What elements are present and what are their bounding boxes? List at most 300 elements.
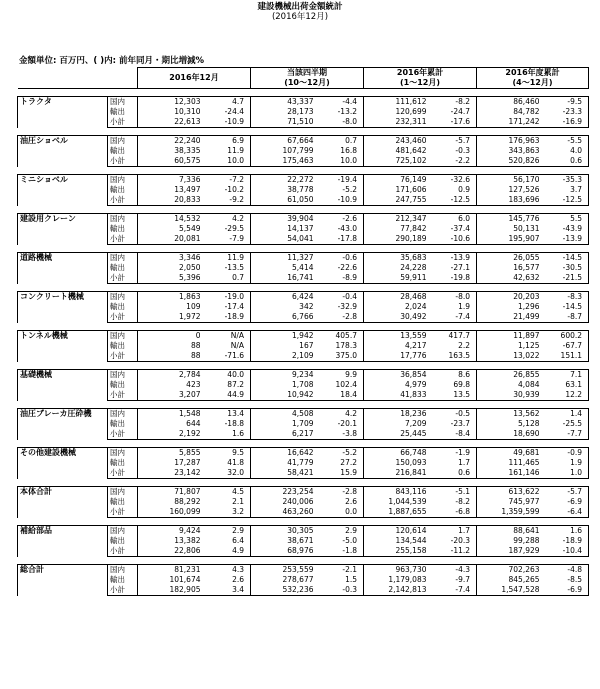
amount-cell: 5,128 [477, 419, 543, 429]
change-pct-cell: 12.2 [543, 390, 589, 401]
amount-cell: 77,842 [364, 224, 430, 234]
amount-cell: 223,254 [251, 487, 317, 498]
amount-cell: 7,209 [364, 419, 430, 429]
amount-cell: 255,158 [364, 546, 430, 557]
table-row [18, 370, 589, 381]
amount-cell: 6,766 [251, 312, 317, 323]
unit-note: 金額単位: 百万円、( )内: 前年同月・期比増減% [19, 56, 204, 66]
amount-cell: 81,231 [138, 565, 204, 576]
row-type-label: 輸出 [108, 302, 138, 312]
amount-cell: 24,228 [364, 263, 430, 273]
change-pct-cell: 15.9 [317, 468, 364, 479]
change-pct-cell: 405.7 [317, 331, 364, 342]
change-pct-cell: 0.7 [204, 273, 251, 284]
row-type-label: 輸出 [108, 224, 138, 234]
amount-cell: 423 [138, 380, 204, 390]
change-pct-cell: -20.1 [317, 419, 364, 429]
amount-cell: 13,559 [364, 331, 430, 342]
amount-cell: 101,674 [138, 575, 204, 585]
amount-cell: 240,006 [251, 497, 317, 507]
amount-cell: 109 [138, 302, 204, 312]
row-type-label: 国内 [108, 409, 138, 420]
row-type-label: 小計 [108, 351, 138, 362]
change-pct-cell: -5.2 [317, 448, 364, 459]
amount-cell: 66,748 [364, 448, 430, 459]
row-type-label: 輸出 [108, 458, 138, 468]
amount-cell: 99,288 [477, 536, 543, 546]
category-label: 道路機械 [18, 253, 108, 284]
change-pct-cell: -8.2 [430, 97, 477, 108]
amount-cell: 21,499 [477, 312, 543, 323]
amount-cell: 59,911 [364, 273, 430, 284]
change-pct-cell: 1.4 [543, 409, 589, 420]
change-pct-cell: -9.2 [204, 195, 251, 206]
change-pct-cell: 8.6 [430, 370, 477, 381]
amount-cell: 107,799 [251, 146, 317, 156]
amount-cell: 1,972 [138, 312, 204, 323]
change-pct-cell: -67.7 [543, 341, 589, 351]
change-pct-cell: 13.4 [204, 409, 251, 420]
change-pct-cell: -7.2 [204, 175, 251, 186]
change-pct-cell: 10.0 [317, 156, 364, 167]
row-type-label: 輸出 [108, 575, 138, 585]
amount-cell: 26,855 [477, 370, 543, 381]
amount-cell: 702,263 [477, 565, 543, 576]
change-pct-cell: 2.2 [430, 341, 477, 351]
table-row [18, 292, 589, 303]
amount-cell: 9,424 [138, 526, 204, 537]
change-pct-cell: 11.9 [204, 146, 251, 156]
amount-cell: 76,149 [364, 175, 430, 186]
amount-cell: 5,855 [138, 448, 204, 459]
amount-cell: 11,897 [477, 331, 543, 342]
amount-cell: 520,826 [477, 156, 543, 167]
change-pct-cell: -18.8 [204, 419, 251, 429]
change-pct-cell: 1.9 [543, 458, 589, 468]
change-pct-cell: -6.9 [543, 585, 589, 596]
change-pct-cell: -17.8 [317, 234, 364, 245]
category-label: ミニショベル [18, 175, 108, 206]
amount-cell: 176,963 [477, 136, 543, 147]
change-pct-cell: -24.7 [430, 107, 477, 117]
change-pct-cell: -2.2 [430, 156, 477, 167]
change-pct-cell: 163.5 [430, 351, 477, 362]
change-pct-cell: 13.5 [430, 390, 477, 401]
report-subtitle: (2016年12月) [271, 12, 329, 22]
change-pct-cell: -23.3 [543, 107, 589, 117]
amount-cell: 2,024 [364, 302, 430, 312]
row-type-label: 国内 [108, 526, 138, 537]
amount-cell: 161,146 [477, 468, 543, 479]
row-type-label: 輸出 [108, 497, 138, 507]
amount-cell: 17,776 [364, 351, 430, 362]
shipment-table [17, 67, 589, 596]
category-label: 総合計 [18, 565, 108, 596]
table-row [18, 253, 589, 264]
row-type-label: 小計 [108, 117, 138, 128]
amount-cell: 20,203 [477, 292, 543, 303]
change-pct-cell: 1.9 [430, 302, 477, 312]
change-pct-cell: -21.5 [543, 273, 589, 284]
header-fiscal: 2016年度累計 [477, 68, 589, 79]
amount-cell: 1,708 [251, 380, 317, 390]
change-pct-cell: -7.7 [543, 429, 589, 440]
row-type-label: 輸出 [108, 536, 138, 546]
amount-cell: 3,346 [138, 253, 204, 264]
amount-cell: 481,642 [364, 146, 430, 156]
change-pct-cell: 1.7 [430, 526, 477, 537]
amount-cell: 30,492 [364, 312, 430, 323]
amount-cell: 67,664 [251, 136, 317, 147]
table-row [18, 487, 589, 498]
header-quarter: 当該四半期 [251, 68, 364, 79]
amount-cell: 2,050 [138, 263, 204, 273]
category-label: 油圧ブレーカ圧砕機 [18, 409, 108, 440]
header-year: 2016年累計 [364, 68, 477, 79]
change-pct-cell: 16.8 [317, 146, 364, 156]
spacer-row [18, 401, 589, 409]
amount-cell: 5,549 [138, 224, 204, 234]
amount-cell: 111,612 [364, 97, 430, 108]
spacer-row [18, 518, 589, 526]
row-type-label: 小計 [108, 273, 138, 284]
change-pct-cell: -5.1 [430, 487, 477, 498]
amount-cell: 290,189 [364, 234, 430, 245]
amount-cell: 6,424 [251, 292, 317, 303]
amount-cell: 1,125 [477, 341, 543, 351]
change-pct-cell: -18.9 [204, 312, 251, 323]
spacer-row [18, 167, 589, 175]
amount-cell: 1,296 [477, 302, 543, 312]
table-row [18, 214, 589, 225]
change-pct-cell: -10.2 [204, 185, 251, 195]
amount-cell: 39,904 [251, 214, 317, 225]
change-pct-cell: -19.8 [430, 273, 477, 284]
amount-cell: 35,683 [364, 253, 430, 264]
amount-cell: 22,240 [138, 136, 204, 147]
amount-cell: 1,044,539 [364, 497, 430, 507]
amount-cell: 13,497 [138, 185, 204, 195]
table-row [18, 331, 589, 342]
table-row [18, 526, 589, 537]
amount-cell: 18,690 [477, 429, 543, 440]
change-pct-cell: -6.9 [543, 497, 589, 507]
change-pct-cell: -29.5 [204, 224, 251, 234]
category-label: コンクリート機械 [18, 292, 108, 323]
change-pct-cell: -8.5 [543, 575, 589, 585]
amount-cell: 1,359,599 [477, 507, 543, 518]
row-type-label: 国内 [108, 253, 138, 264]
change-pct-cell: 1.7 [430, 458, 477, 468]
change-pct-cell: -12.5 [543, 195, 589, 206]
change-pct-cell: 7.1 [543, 370, 589, 381]
amount-cell: 232,311 [364, 117, 430, 128]
change-pct-cell: 4.2 [204, 214, 251, 225]
change-pct-cell: -0.3 [430, 146, 477, 156]
change-pct-cell: 9.5 [204, 448, 251, 459]
amount-cell: 68,976 [251, 546, 317, 557]
amount-cell: 2,109 [251, 351, 317, 362]
amount-cell: 22,613 [138, 117, 204, 128]
change-pct-cell: -19.4 [317, 175, 364, 186]
change-pct-cell: 0.0 [317, 507, 364, 518]
change-pct-cell: -32.6 [430, 175, 477, 186]
change-pct-cell: 1.6 [543, 526, 589, 537]
table-row [18, 175, 589, 186]
spacer-row [18, 479, 589, 487]
change-pct-cell: 6.4 [204, 536, 251, 546]
change-pct-cell: -7.4 [430, 585, 477, 596]
change-pct-cell: 5.5 [543, 214, 589, 225]
amount-cell: 1,548 [138, 409, 204, 420]
amount-cell: 278,677 [251, 575, 317, 585]
category-label: トラクタ [18, 97, 108, 128]
amount-cell: 4,979 [364, 380, 430, 390]
change-pct-cell: -2.8 [317, 312, 364, 323]
row-type-label: 国内 [108, 136, 138, 147]
change-pct-cell: 6.9 [204, 136, 251, 147]
amount-cell: 243,460 [364, 136, 430, 147]
amount-cell: 342 [251, 302, 317, 312]
row-type-label: 輸出 [108, 419, 138, 429]
amount-cell: 120,614 [364, 526, 430, 537]
category-label: その他建設機械 [18, 448, 108, 479]
change-pct-cell: -4.8 [543, 565, 589, 576]
change-pct-cell: 102.4 [317, 380, 364, 390]
amount-cell: 86,460 [477, 97, 543, 108]
amount-cell: 54,041 [251, 234, 317, 245]
amount-cell: 845,265 [477, 575, 543, 585]
change-pct-cell: -6.4 [543, 507, 589, 518]
amount-cell: 4,217 [364, 341, 430, 351]
header-fiscal-sub: (4～12月) [477, 78, 589, 89]
amount-cell: 7,336 [138, 175, 204, 186]
row-type-label: 小計 [108, 546, 138, 557]
change-pct-cell: -5.7 [430, 136, 477, 147]
change-pct-cell: -10.6 [430, 234, 477, 245]
amount-cell: 11,327 [251, 253, 317, 264]
change-pct-cell: -17.6 [430, 117, 477, 128]
change-pct-cell: 375.0 [317, 351, 364, 362]
change-pct-cell: 0.6 [543, 156, 589, 167]
change-pct-cell: -8.2 [430, 497, 477, 507]
amount-cell: 61,050 [251, 195, 317, 206]
table-row [18, 565, 589, 576]
amount-cell: 71,807 [138, 487, 204, 498]
change-pct-cell: -2.6 [317, 214, 364, 225]
amount-cell: 183,696 [477, 195, 543, 206]
amount-cell: 16,741 [251, 273, 317, 284]
amount-cell: 38,335 [138, 146, 204, 156]
amount-cell: 88,292 [138, 497, 204, 507]
row-type-label: 小計 [108, 390, 138, 401]
change-pct-cell: -8.4 [430, 429, 477, 440]
amount-cell: 0 [138, 331, 204, 342]
change-pct-cell: 4.0 [543, 146, 589, 156]
header-year-sub: (1～12月) [364, 78, 477, 89]
change-pct-cell: -43.9 [543, 224, 589, 234]
change-pct-cell: -5.2 [317, 185, 364, 195]
row-type-label: 小計 [108, 468, 138, 479]
amount-cell: 175,463 [251, 156, 317, 167]
change-pct-cell: -71.6 [204, 351, 251, 362]
amount-cell: 20,081 [138, 234, 204, 245]
table-row [18, 136, 589, 147]
change-pct-cell: -35.3 [543, 175, 589, 186]
category-label: トンネル機械 [18, 331, 108, 362]
change-pct-cell: 417.7 [430, 331, 477, 342]
change-pct-cell: -1.8 [317, 546, 364, 557]
change-pct-cell: 4.3 [204, 565, 251, 576]
header-row-1 [18, 68, 589, 79]
amount-cell: 38,671 [251, 536, 317, 546]
change-pct-cell: -0.9 [543, 448, 589, 459]
change-pct-cell: 10.0 [204, 156, 251, 167]
amount-cell: 532,236 [251, 585, 317, 596]
amount-cell: 5,414 [251, 263, 317, 273]
row-type-label: 輸出 [108, 185, 138, 195]
amount-cell: 150,093 [364, 458, 430, 468]
change-pct-cell: 87.2 [204, 380, 251, 390]
change-pct-cell: -0.3 [317, 585, 364, 596]
change-pct-cell: -8.9 [317, 273, 364, 284]
row-type-label: 国内 [108, 448, 138, 459]
row-type-label: 国内 [108, 331, 138, 342]
row-type-label: 国内 [108, 565, 138, 576]
change-pct-cell: -13.9 [430, 253, 477, 264]
change-pct-cell: -13.5 [204, 263, 251, 273]
change-pct-cell: 0.7 [317, 136, 364, 147]
change-pct-cell: 3.4 [204, 585, 251, 596]
change-pct-cell: -14.5 [543, 302, 589, 312]
amount-cell: 10,942 [251, 390, 317, 401]
change-pct-cell: 3.7 [543, 185, 589, 195]
change-pct-cell: 2.9 [204, 526, 251, 537]
amount-cell: 16,577 [477, 263, 543, 273]
change-pct-cell: 44.9 [204, 390, 251, 401]
change-pct-cell: -10.9 [317, 195, 364, 206]
amount-cell: 1,709 [251, 419, 317, 429]
change-pct-cell: 40.0 [204, 370, 251, 381]
row-type-label: 小計 [108, 585, 138, 596]
change-pct-cell: -5.7 [543, 487, 589, 498]
change-pct-cell: 27.2 [317, 458, 364, 468]
change-pct-cell: 4.5 [204, 487, 251, 498]
category-label: 基礎機械 [18, 370, 108, 401]
category-label: 油圧ショベル [18, 136, 108, 167]
amount-cell: 28,468 [364, 292, 430, 303]
change-pct-cell: -10.9 [204, 117, 251, 128]
header-blank [18, 68, 138, 89]
change-pct-cell: -8.0 [430, 292, 477, 303]
change-pct-cell: -5.0 [317, 536, 364, 546]
amount-cell: 212,347 [364, 214, 430, 225]
change-pct-cell: 2.6 [204, 575, 251, 585]
amount-cell: 41,779 [251, 458, 317, 468]
amount-cell: 171,242 [477, 117, 543, 128]
row-type-label: 国内 [108, 97, 138, 108]
table-row [18, 409, 589, 420]
amount-cell: 10,310 [138, 107, 204, 117]
amount-cell: 18,236 [364, 409, 430, 420]
amount-cell: 88 [138, 341, 204, 351]
change-pct-cell: -43.0 [317, 224, 364, 234]
change-pct-cell: -7.4 [430, 312, 477, 323]
change-pct-cell: 4.2 [317, 409, 364, 420]
amount-cell: 1,942 [251, 331, 317, 342]
amount-cell: 12,303 [138, 97, 204, 108]
amount-cell: 195,907 [477, 234, 543, 245]
change-pct-cell: -8.0 [317, 117, 364, 128]
change-pct-cell: -4.4 [317, 97, 364, 108]
amount-cell: 49,681 [477, 448, 543, 459]
change-pct-cell: -8.3 [543, 292, 589, 303]
row-type-label: 国内 [108, 487, 138, 498]
category-label: 建設用クレーン [18, 214, 108, 245]
amount-cell: 167 [251, 341, 317, 351]
change-pct-cell: -10.4 [543, 546, 589, 557]
amount-cell: 5,396 [138, 273, 204, 284]
change-pct-cell: -25.5 [543, 419, 589, 429]
amount-cell: 30,939 [477, 390, 543, 401]
change-pct-cell: 1.0 [543, 468, 589, 479]
table-row [18, 97, 589, 108]
row-type-label: 国内 [108, 370, 138, 381]
amount-cell: 145,776 [477, 214, 543, 225]
row-type-label: 小計 [108, 234, 138, 245]
change-pct-cell: 600.2 [543, 331, 589, 342]
change-pct-cell: -30.5 [543, 263, 589, 273]
change-pct-cell: -8.7 [543, 312, 589, 323]
amount-cell: 88 [138, 351, 204, 362]
change-pct-cell: -9.5 [543, 97, 589, 108]
amount-cell: 9,234 [251, 370, 317, 381]
row-type-label: 輸出 [108, 263, 138, 273]
row-type-label: 輸出 [108, 380, 138, 390]
amount-cell: 13,382 [138, 536, 204, 546]
change-pct-cell: -22.6 [317, 263, 364, 273]
change-pct-cell: 32.0 [204, 468, 251, 479]
change-pct-cell: 2.1 [204, 497, 251, 507]
amount-cell: 2,192 [138, 429, 204, 440]
spacer-row [18, 323, 589, 331]
amount-cell: 3,207 [138, 390, 204, 401]
change-pct-cell: -12.5 [430, 195, 477, 206]
change-pct-cell: -13.9 [543, 234, 589, 245]
change-pct-cell: 1.5 [317, 575, 364, 585]
amount-cell: 30,305 [251, 526, 317, 537]
amount-cell: 71,510 [251, 117, 317, 128]
amount-cell: 25,445 [364, 429, 430, 440]
amount-cell: 187,929 [477, 546, 543, 557]
amount-cell: 111,465 [477, 458, 543, 468]
amount-cell: 16,642 [251, 448, 317, 459]
spacer-row [18, 362, 589, 370]
change-pct-cell: -20.3 [430, 536, 477, 546]
change-pct-cell: -18.9 [543, 536, 589, 546]
change-pct-cell: 69.8 [430, 380, 477, 390]
amount-cell: 13,022 [477, 351, 543, 362]
row-type-label: 輸出 [108, 107, 138, 117]
change-pct-cell: -3.8 [317, 429, 364, 440]
row-type-label: 国内 [108, 292, 138, 303]
change-pct-cell: -11.2 [430, 546, 477, 557]
row-type-label: 小計 [108, 429, 138, 440]
change-pct-cell: 9.9 [317, 370, 364, 381]
change-pct-cell: 1.6 [204, 429, 251, 440]
change-pct-cell: 3.2 [204, 507, 251, 518]
change-pct-cell: 6.0 [430, 214, 477, 225]
